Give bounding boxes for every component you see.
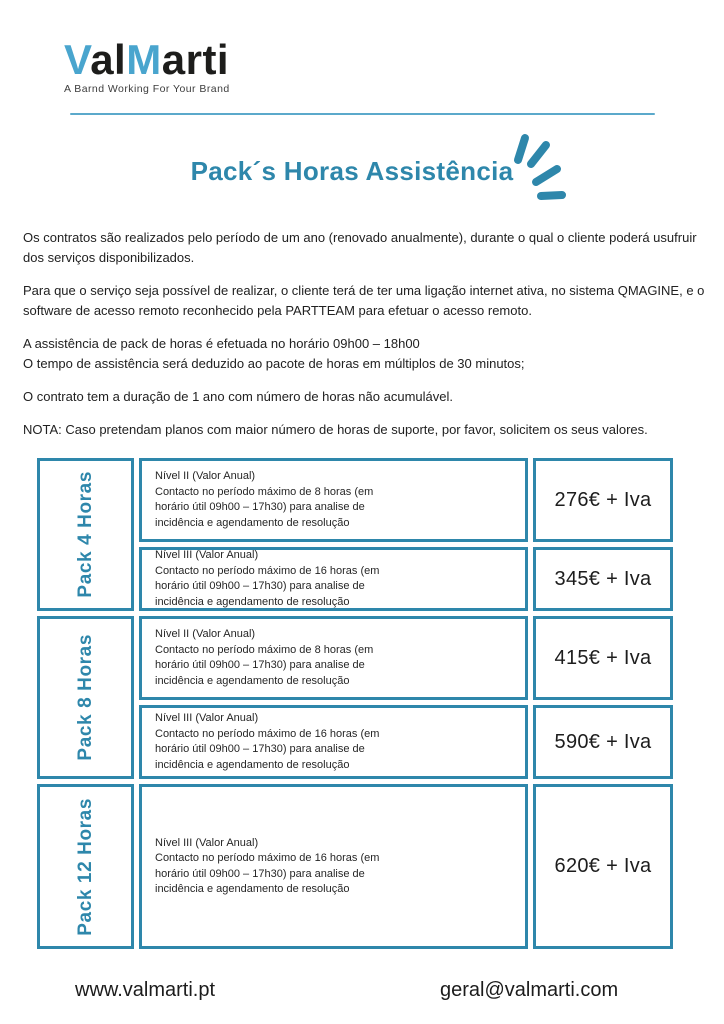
footer-email: geral@valmarti.com	[440, 979, 619, 1001]
service-level: Nível II (Valor Anual)	[155, 628, 256, 640]
price-value: 620€ + Iva	[554, 855, 652, 877]
price-value: 345€ + Iva	[554, 567, 652, 590]
logo-letter-m: M	[126, 36, 162, 83]
paragraph-nota: NOTA: Caso pretendam planos com maior número de horas de suporte, por favor, solicitem os seus valores.	[23, 422, 648, 437]
service-description	[155, 548, 393, 610]
price-cell	[533, 547, 673, 611]
logo-letters-arti: arti	[161, 36, 230, 83]
logo-letters-al: al	[90, 36, 127, 83]
service-detail: Contacto no período máximo de 16 horas (em horário útil 09h00 – 17h30) para analise de incidência e agendamento de resolução	[155, 564, 380, 608]
logo-letter-v: V	[64, 36, 91, 83]
service-description-cell	[139, 458, 528, 542]
price-value: 276€ + Iva	[554, 488, 652, 511]
table-row	[139, 616, 673, 700]
footer-website: www.valmarti.pt	[75, 979, 216, 1001]
pack-8-label: Pack 8 Horas	[74, 634, 96, 761]
pack-4-label: Pack 4 Horas	[74, 471, 96, 598]
service-description	[155, 711, 393, 773]
pack-12-label-cell	[37, 784, 134, 949]
paragraph-duration: O contrato tem a duração de 1 ano com número de horas não acumulável.	[23, 389, 453, 404]
service-description	[155, 627, 393, 689]
pack-group-12-horas	[37, 784, 673, 949]
table-row	[139, 705, 673, 779]
pack-8-label-cell	[37, 616, 134, 779]
pack-12-rows	[139, 784, 673, 949]
logo-tagline: A Barnd Working For Your Brand	[64, 83, 230, 96]
price-cell	[533, 784, 673, 949]
table-row	[139, 547, 673, 611]
service-description-cell	[139, 547, 528, 611]
logo-wordmark	[64, 38, 230, 82]
paragraph-contract-term: Os contratos são realizados pelo período de um ano (renovado anualmente), durante o qual o cliente poderá usufruir dos serviços disponibilizados.	[23, 230, 697, 265]
price-cell	[533, 458, 673, 542]
service-detail: Contacto no período máximo de 16 horas (em horário útil 09h00 – 17h30) para analise de incidência e agendamento de resolução	[155, 852, 380, 895]
service-level: Nível III (Valor Anual)	[155, 712, 259, 724]
service-detail: Contacto no período máximo de 8 horas (em horário útil 09h00 – 17h30) para analise de incidência e agendamento de resolução	[155, 643, 374, 687]
service-level: Nível III (Valor Anual)	[155, 549, 259, 561]
title-row	[0, 156, 724, 187]
pricing-table	[37, 458, 673, 949]
table-row	[139, 458, 673, 542]
pack-12-label: Pack 12 Horas	[74, 797, 96, 936]
paragraph-schedule: A assistência de pack de horas é efetuada no horário 09h00 – 18h00 O tempo de assistência será deduzido ao pacote de horas em múltiplos de 30 minutos;	[23, 336, 525, 371]
table-row	[139, 784, 673, 949]
service-level: Nível III (Valor Anual)	[155, 836, 259, 849]
pack-4-rows	[139, 458, 673, 611]
emphasis-sparkle-icon	[504, 126, 566, 201]
paragraph-remote-access: Para que o serviço seja possível de realizar, o cliente terá de ter uma ligação internet ativa, no sistema QMAGINE, e o software de acesso remoto reconhecido pela PARTTEAM para efetuar o acesso remoto.	[23, 283, 705, 318]
service-description-cell	[139, 616, 528, 700]
body-copy	[23, 228, 717, 453]
price-cell	[533, 705, 673, 779]
price-cell	[533, 616, 673, 700]
valmarti-logo	[64, 38, 230, 95]
service-description-cell	[139, 784, 528, 949]
service-description	[155, 836, 393, 898]
service-level: Nível II (Valor Anual)	[155, 470, 256, 482]
service-description-cell	[139, 705, 528, 779]
service-description	[155, 469, 393, 531]
pack-4-label-cell	[37, 458, 134, 611]
service-detail: Contacto no período máximo de 16 horas (em horário útil 09h00 – 17h30) para analise de incidência e agendamento de resolução	[155, 727, 380, 771]
price-value: 415€ + Iva	[554, 646, 652, 669]
pack-8-rows	[139, 616, 673, 779]
service-detail: Contacto no período máximo de 8 horas (em horário útil 09h00 – 17h30) para analise de incidência e agendamento de resolução	[155, 485, 374, 529]
pack-group-8-horas	[37, 616, 673, 779]
page-title: Pack´s Horas Assistência	[190, 156, 514, 186]
price-value: 590€ + Iva	[554, 730, 652, 753]
header-divider	[70, 113, 655, 115]
pack-group-4-horas	[37, 458, 673, 611]
